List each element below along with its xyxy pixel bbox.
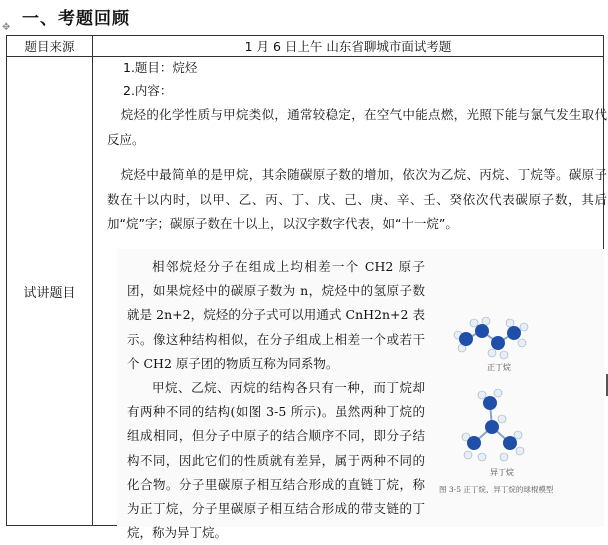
topic-content-cell [93, 57, 607, 541]
isobutane-model-image [462, 389, 524, 465]
topic-content [93, 57, 607, 541]
topic-label-cell [7, 57, 93, 526]
source-label-cell [7, 36, 93, 57]
n-butane-model-image [452, 317, 532, 361]
content-label: 2.内容： [123, 83, 173, 98]
source-value-cell [93, 36, 604, 57]
paragraph-2: 烷烃中最简单的是甲烷，其余随碳原子数的增加，依次为乙烷、丙烷、丁烷等。碳原子数在十以内时，以甲、乙、丙、丁、戊、己、庚、辛、壬、癸依次代表碳原子数，其后加“烷”字；碳原子数在十以上，以汉字数字代表，如“十一烷”。 [107, 167, 607, 231]
section-title: 一、考题回顾 [22, 9, 130, 29]
table-body-row [7, 57, 604, 526]
source-label: 题目来源 [24, 39, 75, 54]
topic-label: 试讲题目 [23, 285, 76, 301]
excerpt-text [127, 255, 425, 545]
topic-title: 1.题目：烷烃 [123, 60, 198, 75]
excerpt-paragraph-2: 甲烷、乙烷、丙烷的结构各只有一种，而丁烷却有两种不同的结构(如图 3-5 所示)。虽然两种丁烷的组成相同，但分子中原子的结合顺序不同，即分子结构不同，因此它们的性质就有差异，属于两种不同的化合物。分子里碳原子相互结合形成的直链丁烷，称为正丁烷，分子里碳原子相互结合形成的带支链的丁烷，称为异丁烷。 [127, 380, 425, 541]
table-move-handle-icon[interactable]: ✥ [2, 22, 11, 33]
excerpt-paragraph-1: 相邻烷烃分子在组成上均相差一个 CH2 原子团，如果烷烃中的碳原子数为 n，烷烃中的氢原子数就是 2n+2，烷烃的分子式可以用通式 CnH2n+2 表示。像这种结构相似，在分子组成上相差一个或若干个 CH2 原子团的物质互称为同系物。 [127, 259, 425, 371]
n-butane-label: 正丁烷 [487, 363, 511, 372]
isobutane-label: 异丁烷 [490, 468, 514, 477]
source-value: 1 月 6 日上午 山东省聊城市面试考题 [244, 39, 452, 54]
exam-table [6, 35, 607, 541]
table-header-row [7, 36, 604, 57]
textbook-excerpt [117, 249, 604, 541]
figure-caption: 图 3-5 正丁烷、异丁烷的球棍模型 [439, 485, 554, 494]
paragraph-1: 烷烃的化学性质与甲烷类似，通常较稳定，在空气中能点燃，光照下能与氯气发生取代反应。 [107, 107, 607, 147]
